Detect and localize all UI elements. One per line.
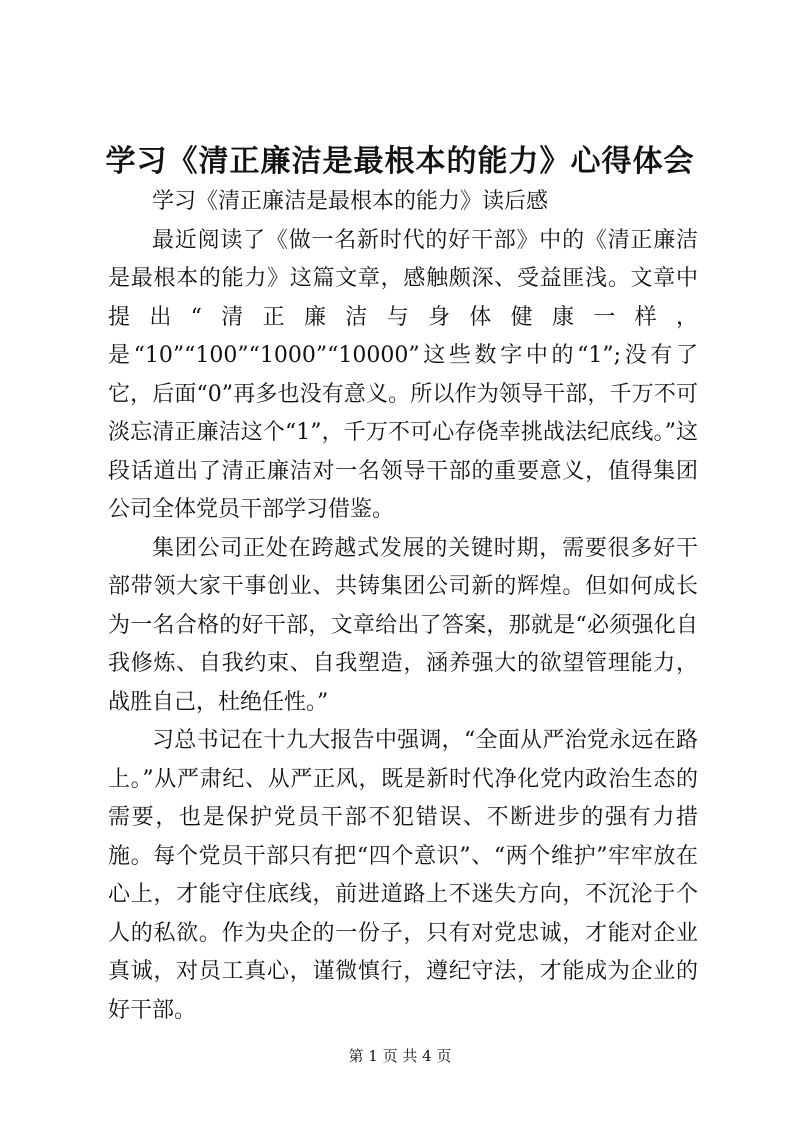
body-paragraph-1: 最近阅读了《做一名新时代的好干部》中的《清正廉洁是最根本的能力》这篇文章，感触颇深、受益匪浅。文章中提出“清正廉洁与身体健康一样，是“10”“100”“1000”“10000”这些数字中的“1”;没有了它，后面“0”再多也没有意义。所以作为领导干部，千万不可淡忘清正廉洁这个“1”，千万不可心存侥幸挑战法纪底线。”这段话道出了清正廉洁对一名领导干部的重要意义，值得集团公司全体党员干部学习借鉴。 (108, 227, 698, 522)
page-footer: 第 1 页 共 4 页 (348, 1047, 452, 1065)
document-title: 学习《清正廉洁是最根本的能力》心得体会 (105, 144, 695, 179)
document-body (108, 183, 698, 1030)
subtitle-paragraph: 学习《清正廉洁是最根本的能力》读后感 (152, 189, 549, 214)
body-paragraph-3: 习总书记在十九大报告中强调，“全面从严治党永远在路上。”从严肃纪、从严正风，既是新时代净化党内政治生态的需要，也是保护党员干部不犯错误、不断进步的强有力措施。每个党员干部只有把“四个意识”、“两个维护”牢牢放在心上，才能守住底线，前进道路上不迷失方向，不沉沦于个人的私欲。作为央企的一份子，只有对党忠诚，才能对企业真诚，对员工真心，谨微慎行，遵纪守法，才能成为企业的好干部。 (108, 728, 698, 1023)
body-paragraph-2: 集团公司正处在跨越式发展的关键时期，需要很多好干部带领大家干事创业、共铸集团公司新的辉煌。但如何成长为一名合格的好干部，文章给出了答案，那就是“必须强化自我修炼、自我约束、自我塑造，涵养强大的欲望管理能力，战胜自己，杜绝任性。” (108, 535, 698, 715)
